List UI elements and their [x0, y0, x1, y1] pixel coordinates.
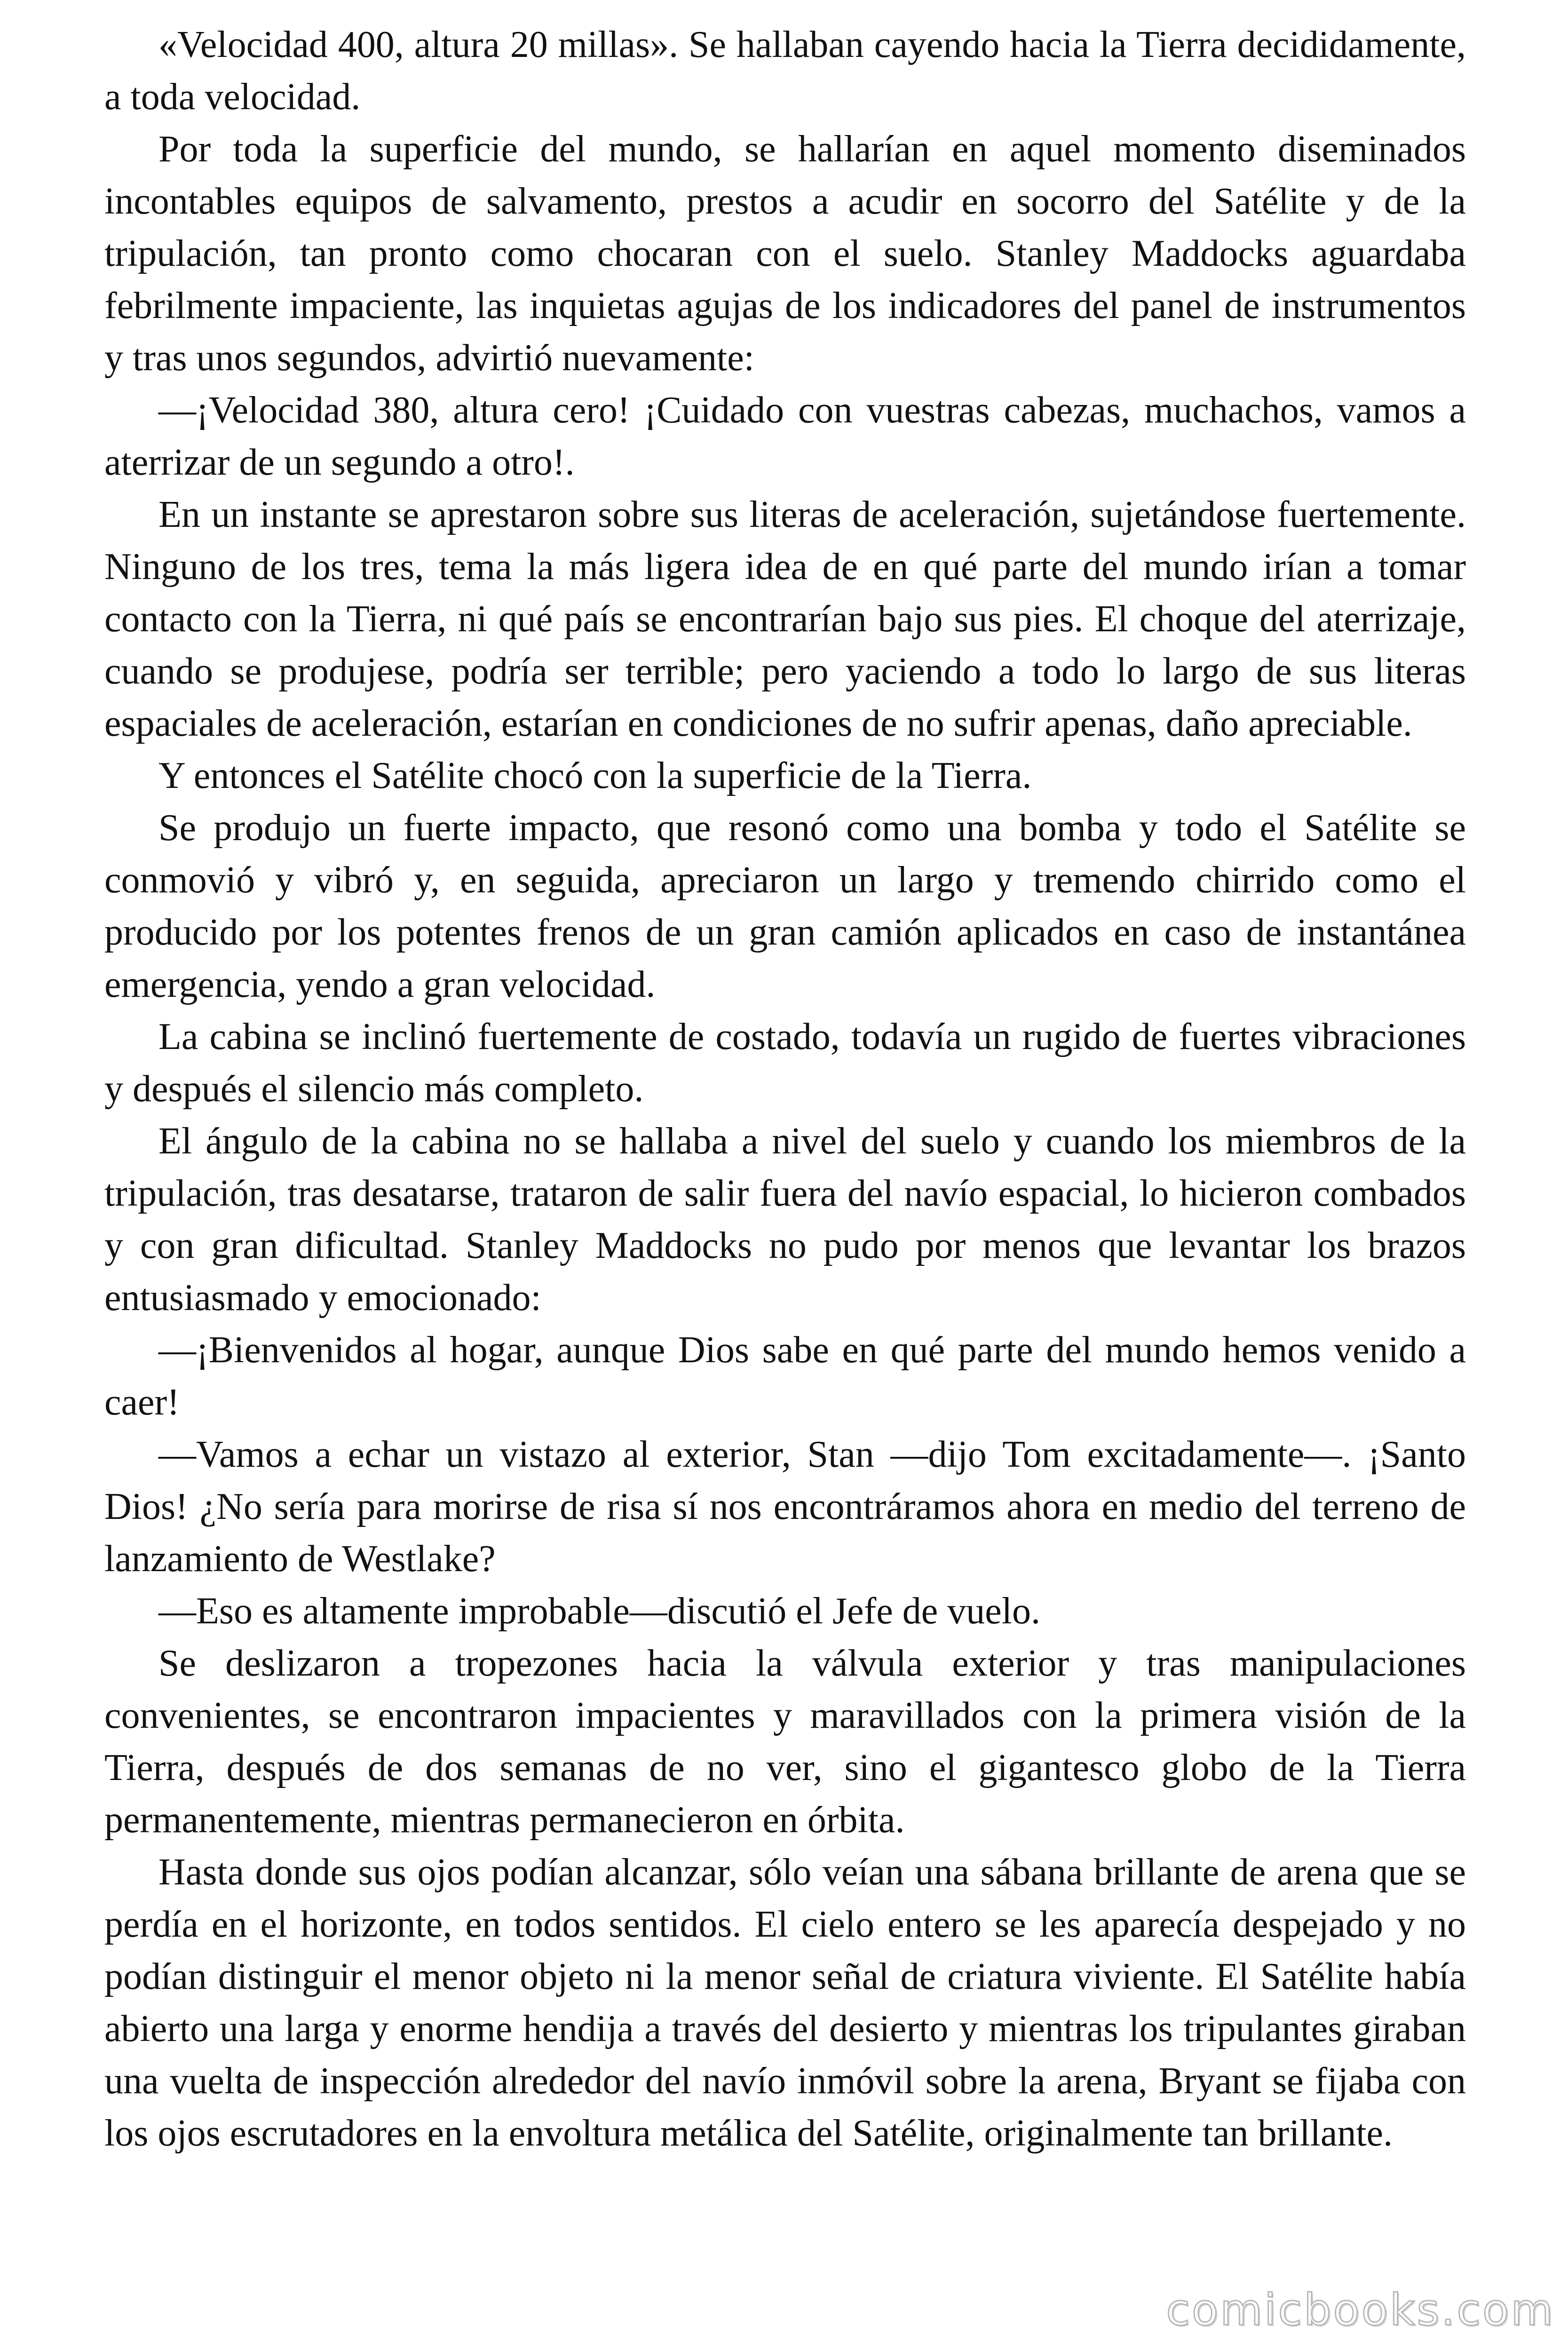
paragraph-4: En un instante se aprestaron sobre sus literas de aceleración, sujetándose fuertemente. Ninguno de los tres, tema la más ligera idea de en qué parte del mundo irían a tomar contacto con la Tierra, ni qué país se encontrarían bajo sus pies. El choque del aterrizaje, cuando se produjese, podría ser terrible; pero yaciendo a todo lo largo de sus literas espaciales de aceleración, estarían en condiciones de no sufrir apenas, daño apreciable.	[104, 494, 1466, 744]
paragraph-8: El ángulo de la cabina no se hallaba a nivel del suelo y cuando los miembros de la tripulación, tras desatarse, trataron de salir fuera del navío espacial, lo hicieron combados y con gran dificultad. Stanley Maddocks no pudo por menos que levantar los brazos entusiasmado y emocionado:	[104, 1120, 1466, 1319]
paragraph-2: Por toda la superficie del mundo, se hallarían en aquel momento diseminados incontables equipos de salvamento, prestos a acudir en socorro del Satélite y de la tripulación, tan pronto como chocaran con el suelo. Stanley Maddocks aguardaba febrilmente impaciente, las inquietas agujas de los indicadores del panel de instrumentos y tras unos segundos, advirtió nuevamente:	[104, 128, 1466, 379]
paragraph-1: «Velocidad 400, altura 20 millas». Se hallaban cayendo hacia la Tierra decididamente, a toda velocidad.	[104, 24, 1466, 118]
site-watermark: comicbooks.com	[1166, 2285, 1555, 2335]
paragraph-11: —Eso es altamente improbable—discutió el Jefe de vuelo.	[158, 1590, 1040, 1632]
paragraph-5: Y entonces el Satélite chocó con la superficie de la Tierra.	[158, 755, 1032, 796]
paragraph-13: Hasta donde sus ojos podían alcanzar, sólo veían una sábana brillante de arena que se perdía en el horizonte, en todos sentidos. El cielo entero se les aparecía despejado y no podían distinguir el menor objeto ni la menor señal de criatura viviente. El Satélite había abierto una larga y enorme hendija a través del desierto y mientras los tripulantes giraban una vuelta de inspección alrededor del navío inmóvil sobre la arena, Bryant se fijaba con los ojos escrutadores en la envoltura metálica del Satélite, originalmente tan brillante.	[104, 1851, 1466, 2154]
paragraph-10: —Vamos a echar un vistazo al exterior, Stan —dijo Tom excitadamente—. ¡Santo Dios! ¿No sería para morirse de risa sí nos encontráramos ahora en medio del terreno de lanzamiento de Westlake?	[104, 1434, 1466, 1580]
paragraph-12: Se deslizaron a tropezones hacia la válvula exterior y tras manipulaciones convenientes, se encontraron impacientes y maravillados con la primera visión de la Tierra, después de dos semanas de no ver, sino el gigantesco globo de la Tierra permanentemente, mientras permanecieron en órbita.	[104, 1643, 1466, 1841]
paragraph-7: La cabina se inclinó fuertemente de costado, todavía un rugido de fuertes vibraciones y después el silencio más completo.	[104, 1016, 1466, 1110]
paragraph-6: Se produjo un fuerte impacto, que resonó como una bomba y todo el Satélite se conmovió y vibró y, en seguida, apreciaron un largo y tremendo chirrido como el producido por los potentes frenos de un gran camión aplicados en caso de instantánea emergencia, yendo a gran velocidad.	[104, 807, 1466, 1005]
paragraph-9: —¡Bienvenidos al hogar, aunque Dios sabe en qué parte del mundo hemos venido a caer!	[104, 1329, 1466, 1423]
book-page-text	[104, 19, 1466, 2160]
paragraph-3: —¡Velocidad 380, altura cero! ¡Cuidado con vuestras cabezas, muchachos, vamos a aterrizar de un segundo a otro!.	[104, 389, 1466, 483]
